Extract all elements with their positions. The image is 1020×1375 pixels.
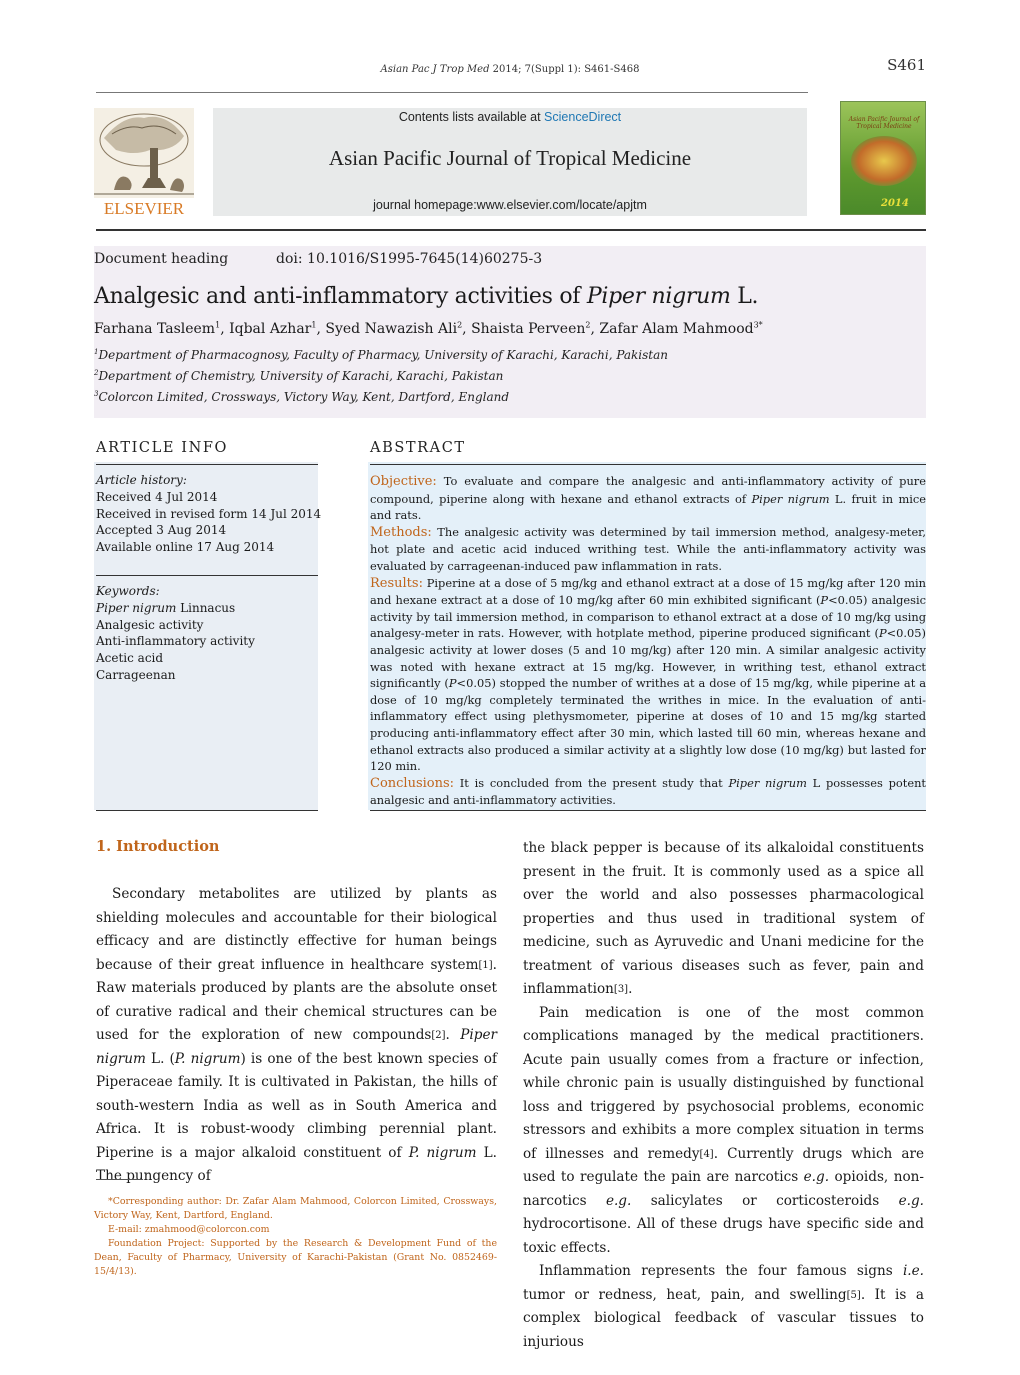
author: Farhana Tasleem$^1$, bbox=[94, 320, 230, 337]
author: Zafar Alam Mahmood$^{3*}$ bbox=[599, 320, 763, 337]
history-item: Received 4 Jul 2014 bbox=[96, 489, 218, 504]
funding-note: Foundation Project: Supported by the Research & Development Fund of the Dean, Faculty of Pharmacy, University of Karachi-Pakistan (Grant No. 0852469-15/4/13). bbox=[94, 1238, 497, 1277]
cover-year: 2014 bbox=[881, 198, 909, 209]
contents-prefix: Contents lists available at bbox=[398, 110, 545, 124]
abstract-objective: Objective: To evaluate and compare the analgesic and anti-inflammatory activity of pure compound, piperine along with hexane and ethanol extracts of Piper nigrum L. fruit in mice and rats. bbox=[370, 474, 927, 523]
abstract-conclusions: Conclusions: It is concluded from the present study that Piper nigrum L possesses potent analgesic and anti-inflammatory activities. bbox=[370, 775, 926, 808]
article-title bbox=[94, 284, 758, 309]
title-suffix: L. bbox=[730, 284, 759, 309]
svg-text:ELSEVIER: ELSEVIER bbox=[103, 199, 185, 218]
keyword: Piper nigrum Linnacus bbox=[96, 600, 236, 615]
email-note[interactable]: E-mail: zmahmood@colorcon.com bbox=[108, 1224, 270, 1235]
paragraph: Pain medication is one of the most common complications managed by the medical practitioners. Acute pain usually comes from a fracture or infection, while chronic pain is usually distinguished by functional loss and triggered by psychosocial problems, economic stressors and exhibits a more complex situation in terms of illnesses and remedy[4]. Currently drugs which are used to regulate the pain are narcotics e.g. opioids, non-narcotics e.g. salicylates or corticosteroids e.g. hydrocortisone. All of these drugs have specific side and toxic effects. bbox=[523, 1004, 924, 1256]
journal-cover-image bbox=[840, 101, 926, 215]
paragraph: the black pepper is because of its alkaloidal constituents present in the fruit. It is commonly used as a spice all over the world and also possesses pharmacological properties and thus used in traditional system of medicine, such as Ayruvedic and Unani medicine for the treatment of various diseases such as fever, pain and inflammation[3]. bbox=[523, 840, 924, 997]
journal-title: Asian Pacific Journal of Tropical Medicine bbox=[328, 146, 692, 170]
author: Syed Nawazish Ali$^2$, bbox=[325, 320, 472, 337]
body-right-column bbox=[523, 837, 924, 1354]
abstract-rule bbox=[370, 464, 926, 465]
abstract-text bbox=[370, 473, 926, 809]
footnote-rule bbox=[96, 1179, 142, 1180]
keyword: Acetic acid bbox=[96, 651, 164, 666]
citation-link[interactable]: [1] bbox=[478, 959, 493, 971]
doc-heading-label: Document heading bbox=[94, 251, 229, 267]
history-item: Accepted 3 Aug 2014 bbox=[96, 523, 227, 538]
body-left-column bbox=[96, 883, 497, 1189]
journal-banner bbox=[213, 108, 807, 216]
paragraph: Inflammation represents the four famous signs i.e. tumor or redness, heat, pain, and swelling[5]. It is a complex biological feedback of vascular tissues to injurious bbox=[523, 1263, 924, 1350]
page-number: S461 bbox=[887, 56, 926, 74]
section-heading-introduction: 1. Introduction bbox=[96, 838, 220, 855]
corresponding-author-note: *Corresponding author: Dr. Zafar Alam Mahmood, Colorcon Limited, Crossways, Victory Way, Kent, Dartford, England. bbox=[94, 1196, 497, 1221]
title-species: Piper nigrum bbox=[586, 284, 731, 309]
journal-homepage[interactable]: journal homepage:www.elsevier.com/locate/apjtm bbox=[373, 198, 647, 212]
affiliation: $^2$Department of Chemistry, University of Karachi, Karachi, Pakistan bbox=[94, 369, 504, 383]
tree-icon bbox=[94, 108, 194, 218]
keyword: Analgesic activity bbox=[96, 617, 204, 632]
title-prefix: Analgesic and anti-inflammatory activities of bbox=[94, 284, 587, 309]
cover-title: Asian Pacific Journal of Tropical Medicine bbox=[848, 116, 920, 130]
banner-rule bbox=[96, 229, 926, 231]
paragraph: Secondary metabolites are utilized by plants as shielding molecules and accountable for their biological efficacy and are distinctly effective for human beings because of their great influence in healthcare system[1]. Raw materials produced by plants are the absolute onset of curative radical and their chemical structures can be used for the exploration of new compounds[2]. Piper nigrum L. (P. nigrum) is one of the best known species of Piperaceae family. It is cultivated in Pakistan, the hills of south-western India as well as in South America and Africa. It is robust-woody climbing perennial plant. Piperine is a major alkaloid constituent of P. nigrum L. The pungency of bbox=[96, 886, 497, 1184]
history-item: Received in revised form 14 Jul 2014 bbox=[96, 506, 322, 521]
abstract-results: Results: Piperine at a dose of 5 mg/kg and ethanol extract at a dose of 15 mg/kg after 120 min and hexane extract at a dose of 10 mg/kg after 60 min exhibited significant (P<0.05) analgesic activity by tail immersion method, in comparison to ethanol extract at a dose of 10 mg/kg using analgesy-meter in rats. However, with hotplate method, piperine produced significant (P<0.05) analgesic activity at lower doses (5 and 10 mg/kg) after 120 min. A similar analgesic activity was noted with hexane extract at 15 mg/kg. However, in writhing test, ethanol extract significantly (P<0.05) stopped the number of writhes at a dose of 15 mg/kg, while piperine at a dose of 10 mg/kg completely terminated the writhes in mice. In the evaluation of anti-inflammatory effect using plethysmometer, piperine at doses of 10 and 15 mg/kg started producing anti-inflammatory effect after 30 min, which lasted till 60 min, whereas hexane and ethanol extracts also produced a similar activity at a slightly low dose (10 mg/kg) but lasted for 120 min. bbox=[370, 575, 926, 774]
footnotes bbox=[94, 1195, 497, 1279]
article-history bbox=[96, 472, 321, 556]
keywords bbox=[96, 583, 255, 684]
article-info-rule bbox=[96, 464, 318, 465]
citation-link[interactable]: [2] bbox=[431, 1030, 446, 1041]
contents-line bbox=[213, 110, 807, 124]
keyword: Carrageenan bbox=[96, 667, 176, 682]
document-heading bbox=[94, 251, 543, 267]
article-info-heading: ARTICLE INFO bbox=[96, 440, 229, 456]
running-header bbox=[0, 64, 1020, 75]
history-item: Available online 17 Aug 2014 bbox=[96, 540, 275, 555]
affiliation: $^3$Colorcon Limited, Crossways, Victory Way, Kent, Dartford, England bbox=[94, 390, 510, 404]
doi[interactable]: doi: 10.1016/S1995-7645(14)60275-3 bbox=[276, 251, 543, 267]
running-details: 2014; 7(Suppl 1): S461-S468 bbox=[489, 64, 640, 75]
sciencedirect-link[interactable]: ScienceDirect bbox=[544, 110, 622, 124]
keyword: Anti-inflammatory activity bbox=[96, 634, 255, 649]
running-journal: Asian Pac J Trop Med bbox=[380, 64, 490, 75]
elsevier-logo bbox=[94, 108, 194, 218]
author-list bbox=[94, 320, 763, 337]
citation-link[interactable]: [4] bbox=[699, 1148, 714, 1160]
keywords-label: Keywords: bbox=[96, 584, 160, 598]
abstract-methods: Methods: The analgesic activity was determined by tail immersion method, analgesy-meter, hot plate and acetic acid induced writhing test. While the anti-inflammatory activity was evaluated by carrageenan-induced paw inflammation in rats. bbox=[370, 524, 926, 573]
article-info-bottom-rule bbox=[96, 810, 318, 811]
author: Iqbal Azhar$^1$, bbox=[229, 320, 326, 337]
abstract-heading: ABSTRACT bbox=[370, 440, 466, 456]
citation-link[interactable]: [3] bbox=[613, 984, 629, 995]
history-rule bbox=[96, 575, 318, 576]
author: Shaista Perveen$^2$, bbox=[471, 320, 600, 337]
affiliation: $^1$Department of Pharmacognosy, Faculty of Pharmacy, University of Karachi, Karachi, Pakistan bbox=[94, 348, 669, 362]
cover-globe-icon bbox=[851, 136, 917, 186]
history-label: Article history: bbox=[96, 473, 187, 487]
header-rule bbox=[96, 92, 808, 93]
abstract-bottom-rule bbox=[370, 810, 926, 811]
citation-link[interactable]: [5] bbox=[846, 1289, 861, 1301]
